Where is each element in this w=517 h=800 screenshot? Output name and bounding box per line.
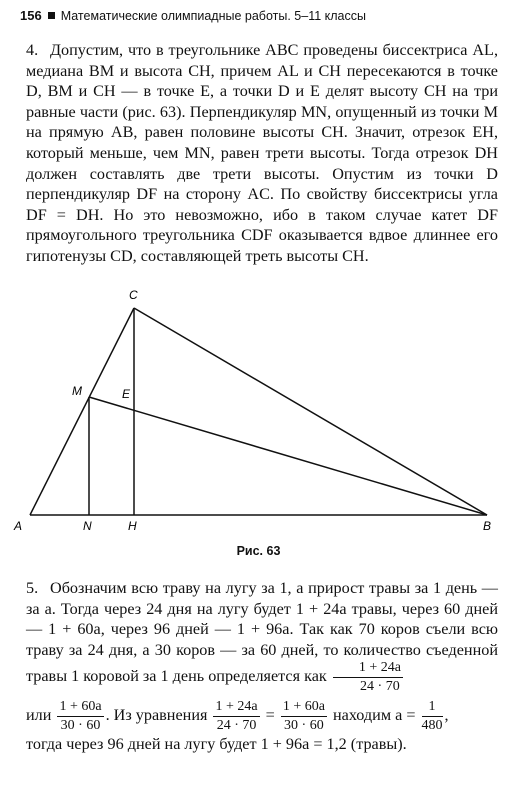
- fraction-5: $\frac{1}{480}$: [421, 699, 443, 734]
- median-bm: [89, 397, 487, 515]
- running-title: Математические олимпиадные работы. 5–11 классы: [60, 9, 366, 23]
- problem-5-last-line: тогда через 96 дней на лугу будет 1 + 96a = 1,2 (травы).: [26, 735, 407, 754]
- problem-5: [26, 578, 498, 755]
- figure-63: [0, 280, 517, 540]
- problem-5-math-line: или $\frac{1 + 60a}{30 \cdot 60}$ . Из уравнения $\frac{1 + 24a}{24 \cdot 70}$ = $\frac{1 + 60a}{30 \cdot 60}$ находим a = $\frac{1}{480}$ ,: [26, 699, 449, 734]
- fraction-3: $\frac{1 + 24a}{24 \cdot 70}$: [215, 699, 258, 734]
- side-ac: [30, 308, 134, 515]
- problem-4: [26, 40, 498, 267]
- triangle-diagram: [0, 280, 517, 540]
- label-m: M: [72, 384, 82, 398]
- label-h: H: [128, 519, 137, 533]
- problem-5-number: 5.: [26, 579, 39, 597]
- problem-5-text: Обозначим всю траву на лугу за 1, а прирост травы за 1 день — за a. Тогда через 24 дня на лугу будет 1 + 24a травы, через 60 дней — 1 + 60a, через 96 дней — 1 + 96a. Так как 70 коров съели всю траву за 24 дня, а 30 коров — за 60 дней, то количество съеденной травы 1 коровой за 1 день определяется как: [26, 579, 498, 686]
- problem-5-body: [26, 578, 498, 695]
- page-number: 156: [20, 8, 42, 23]
- label-n: N: [83, 519, 92, 533]
- fraction-2: $\frac{1 + 60a}{30 \cdot 60}$: [59, 699, 102, 734]
- label-e: E: [122, 387, 131, 401]
- problem-4-text: Допустим, что в треугольнике ABC проведены биссектриса AL, медиана BM и высота CH, причем AL и CH пересекаются в точке D, BM и CH — в точке E, а точки D и E делят высоту CH на три равные части (рис. 63). Перпендикуляр MN, опущенный из точки M на прямую AB, равен половине высоты CH. Значит, отрезок EH, который меньше, чем MN, равен трети высоты. Тогда отрезок DH должен составлять две трети высоты. Опустим из точки D перпендикуляр DF на сторону AC. По свойству биссектрисы угла DF = DH. Но это невозможно, ибо в таком случае катет DF прямоугольного треугольника CDF оказывается вдвое длиннее его гипотенузы CD, составляющей треть высоты CH.: [26, 41, 498, 265]
- fraction-4: $\frac{1 + 60a}{30 \cdot 60}$: [282, 699, 325, 734]
- side-bc: [134, 308, 487, 515]
- label-b: B: [483, 519, 492, 533]
- figure-caption: Рис. 63: [236, 544, 281, 558]
- problem-4-number: 4.: [26, 41, 39, 59]
- label-c: C: [129, 288, 138, 302]
- running-header: [20, 8, 500, 28]
- fraction-1: $\frac{1 + 24a}{24 \cdot 70}$: [333, 660, 403, 695]
- square-bullet-icon: [48, 12, 55, 19]
- label-a: A: [14, 519, 23, 533]
